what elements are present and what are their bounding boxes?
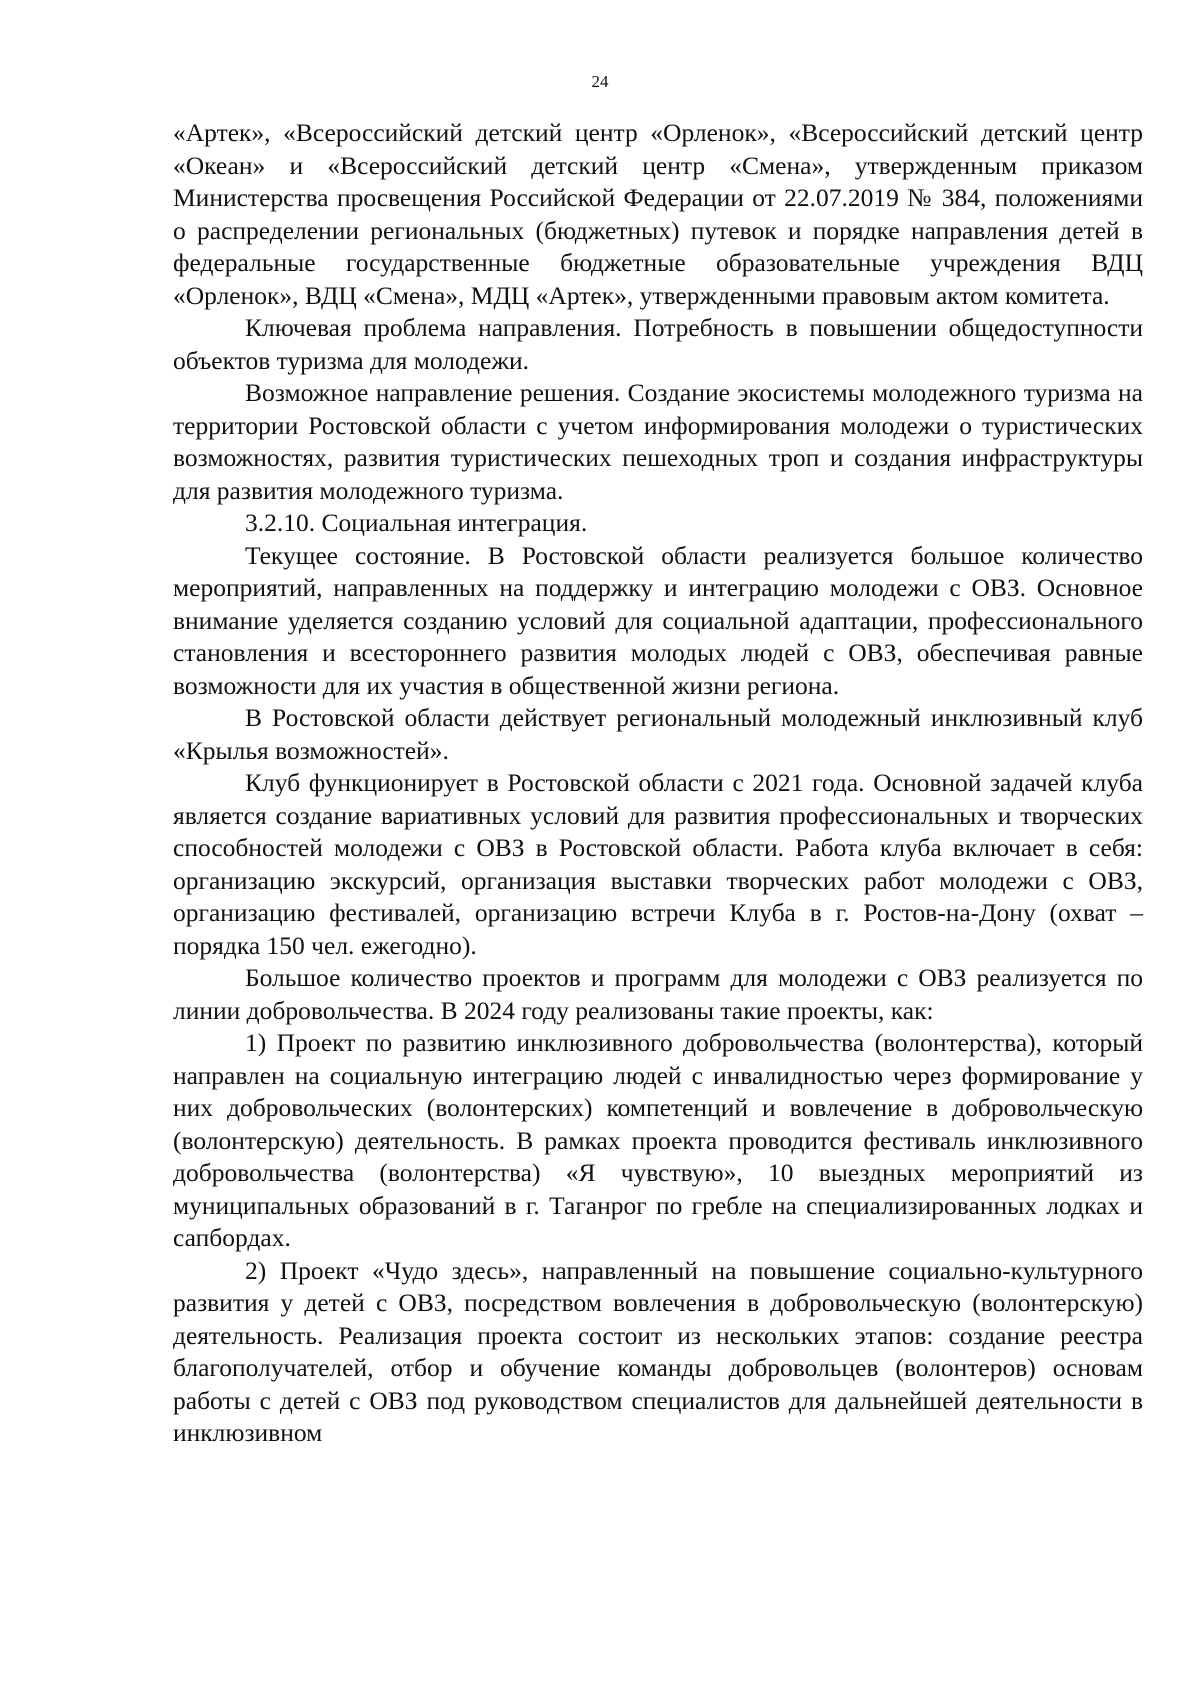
section-heading-social-integration: 3.2.10. Социальная интеграция. [245, 508, 588, 537]
paragraph-current-state: Текущее состояние. В Ростовской области реализуется большое количество мероприятий, направленных на поддержку и интеграцию молодежи с ОВЗ. Основное внимание уделяется созданию условий для социальной адаптации, профессионального становления и всестороннего развития молодых людей с ОВЗ, обеспечивая равные возможности для их участия в общественной жизни региона. [173, 540, 1143, 700]
paragraph-continuation: «Артек», «Всероссийский детский центр «Орленок», «Всероссийский детский центр «Океан» и «Всероссийский детский центр «Смена», утвержденным приказом Министерства просвещения Российской Федерации от 22.07.2019 № 384, положениями о распределении региональных (бюджетных) путевок и порядке направления детей в федеральные государственные бюджетные образовательные учреждения ВДЦ «Орленок», ВДЦ «Смена», МДЦ «Артек», утвержденными правовым актом комитета. [173, 118, 1143, 310]
paragraph-inclusive-club: В Ростовской области действует региональный молодежный инклюзивный клуб «Крылья возможностей». [173, 703, 1143, 765]
paragraph-possible-solution: Возможное направление решения. Создание экосистемы молодежного туризма на территории Ростовской области с учетом информирования молодежи о туристических возможностях, развития туристических пешеходных троп и создания инфраструктуры для развития молодежного туризма. [173, 378, 1143, 505]
list-item-project-1: 1) Проект по развитию инклюзивного добровольчества (волонтерства), который направлен на социальную интеграцию людей с инвалидностью через формирование у них добровольческих (волонтерских) компетенций и вовлечение в добровольческую (волонтерскую) деятельность. В рамках проекта проводится фестиваль инклюзивного добровольчества (волонтерства) «Я чувствую», 10 выездных мероприятий из муниципальных образований в г. Таганрог по гребле на специализированных лодках и сапбордах. [173, 1028, 1143, 1252]
body-text [173, 117, 1143, 1450]
paragraph-club-description: Клуб функционирует в Ростовской области с 2021 года. Основной задачей клуба является создание вариативных условий для развития профессиональных и творческих способностей молодежи с ОВЗ в Ростовской области. Работа клуба включает в себя: организацию экскурсий, организация выставки творческих работ молодежи с ОВЗ, организацию фестивалей, организацию встречи Клуба в г. Ростов-на-Дону (охват – порядка 150 чел. ежегодно). [173, 768, 1143, 960]
list-item-project-2: 2) Проект «Чудо здесь», направленный на повышение социально-культурного развития у детей с ОВЗ, посредством вовлечения в добровольческую (волонтерскую) деятельность. Реализация проекта состоит из нескольких этапов: создание реестра благополучателей, отбор и обучение команды добровольцев (волонтеров) основам работы с детей с ОВЗ под руководством специалистов для дальнейшей деятельности в инклюзивном [173, 1255, 1143, 1447]
paragraph-key-problem: Ключевая проблема направления. Потребность в повышении общедоступности объектов туризма для молодежи. [173, 313, 1143, 375]
page-number: 24 [591, 72, 609, 91]
paragraph-volunteer-projects: Большое количество проектов и программ для молодежи с ОВЗ реализуется по линии добровольчества. В 2024 году реализованы такие проекты, как: [173, 963, 1143, 1025]
